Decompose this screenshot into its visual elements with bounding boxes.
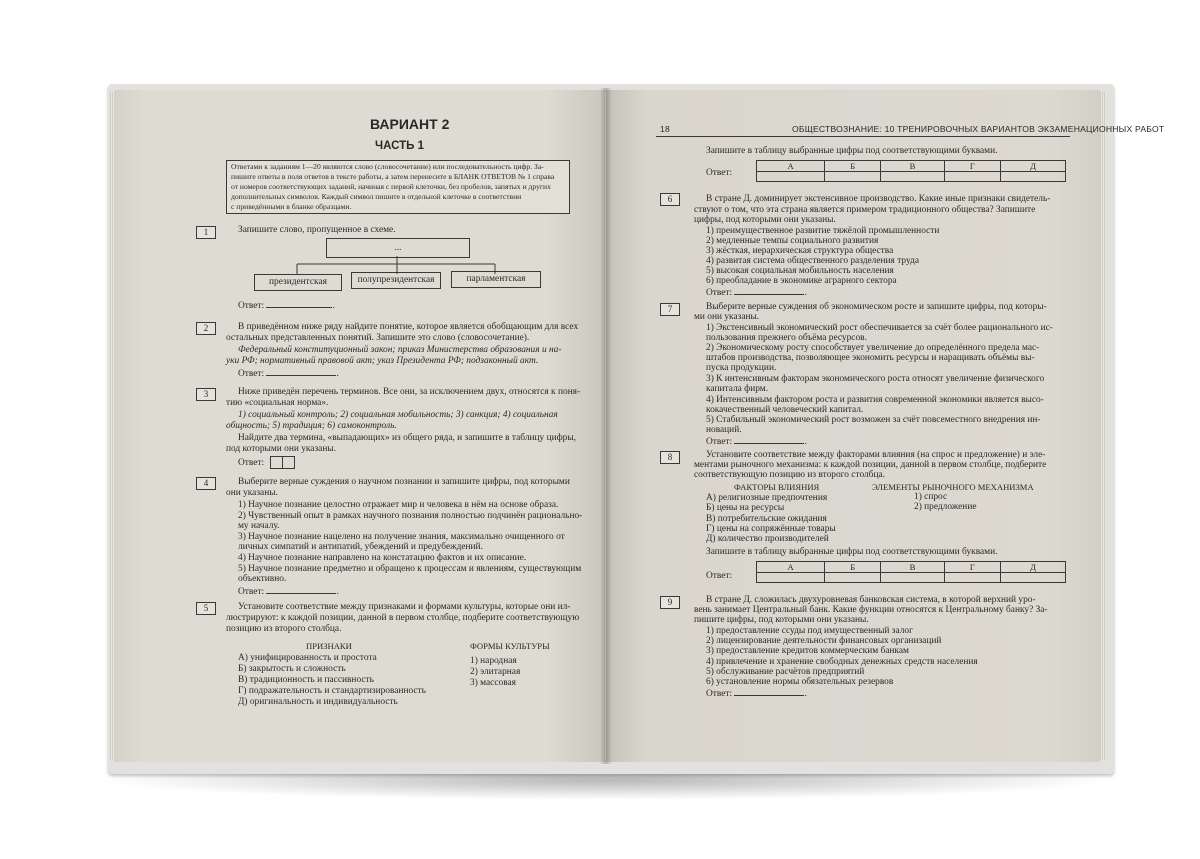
question-number: 7 [660, 303, 680, 316]
answer-field[interactable] [266, 368, 336, 376]
q8-col2-item: 1) спрос [914, 492, 948, 502]
q3-text: тию «социальная норма». [226, 398, 329, 408]
q6-answer-row: Ответ: . [706, 288, 807, 298]
q4-item: 5) Научное познание предметно и обращено к процессам и явлениям, существующим [238, 564, 582, 574]
answer-label: Ответ: [238, 301, 265, 311]
q4-item: личных симпатий и антипатий, убеждений и предубеждений. [238, 542, 483, 552]
q9-text: В стране Д. сложилась двухуровневая банковская система, в которой верхний уро- [706, 595, 1036, 605]
q7-item: 3) К интенсивным факторам экономического роста относят увеличение физического [706, 374, 1045, 384]
q7-answer-row: Ответ: . [706, 437, 807, 447]
scheme-box: парламентская [451, 271, 541, 288]
q7-item: 2) Экономическому росту способствует увеличение до определённого предела мас- [706, 343, 1040, 353]
question-number: 9 [660, 596, 680, 609]
question-number: 2 [196, 322, 216, 335]
q5-text: Установите соответствие между признаками и формами культуры, которые они ил- [238, 602, 571, 612]
scheme-top-box: ... [326, 238, 470, 258]
answer-cell[interactable] [1001, 573, 1066, 583]
answer-cell[interactable] [825, 172, 881, 182]
q4-item: 1) Научное познание целостно отражает мир и человека в нём на основе образа. [238, 500, 559, 510]
answer-label: Ответ: [238, 587, 265, 597]
q7-item: капитала фирм. [706, 384, 769, 394]
header-rule [656, 136, 1070, 137]
q6-item: 5) высокая социальная мобильность населения [706, 266, 894, 276]
q4-text: Выберите верные суждения о научном познании и запишите цифры, под которыми [238, 477, 570, 487]
q2-text: В приведённом ниже ряду найдите понятие, которое является обобщающим для всех [238, 322, 579, 332]
q8-col1-item: А) религиозные предпочтения [706, 493, 828, 503]
table-letter: Д [1001, 161, 1066, 172]
question-number: 5 [196, 602, 216, 615]
instructions-line: дополнительных символов. Каждый символ пишите в отдельной клеточке в соответствии [231, 192, 522, 201]
q8-col1-item: В) потребительские ожидания [706, 514, 827, 524]
q5-text: позицию из второго столбца. [226, 624, 342, 634]
q3-text: под которыми они указаны. [226, 444, 336, 454]
q8-col1-item: Г) цены на сопряжённые товары [706, 524, 836, 534]
q5-col2-item: 3) массовая [470, 678, 516, 688]
q6-item: 3) жёсткая, иерархическая структура общества [706, 246, 894, 256]
q8-col1-item: Д) количество производителей [706, 534, 829, 544]
q5-col2-item: 1) народная [470, 656, 517, 666]
q9-item: 4) привлечение и хранение свободных денежных средств населения [706, 657, 978, 667]
answer-cell[interactable] [757, 573, 825, 583]
answer-label: Ответ: [706, 437, 733, 447]
variant-title: ВАРИАНТ 2 [370, 116, 450, 132]
q7-item: 4) Интенсивным фактором роста и развития современной экономики является высо- [706, 395, 1044, 405]
question-number: 1 [196, 226, 216, 239]
q5-text: люстрируют: к каждой позиции, данной в первом столбце, подберите соответствующую [226, 613, 580, 623]
q5-col1-item: В) традиционность и пассивность [238, 675, 374, 685]
q4-item: му началу. [238, 521, 280, 531]
table-prompt: Запишите в таблицу выбранные цифры под соответствующими буквами. [706, 547, 998, 557]
running-head: ОБЩЕСТВОЗНАНИЕ: 10 ТРЕНИРОВОЧНЫХ ВАРИАНТОВ ЭКЗАМЕНАЦИОННЫХ РАБОТ [792, 124, 1165, 134]
answer-table [756, 160, 1066, 182]
q4-item: 2) Чувственный опыт в рамках научного познания полностью подчинён рационально- [238, 511, 583, 521]
q7-item: 5) Стабильный экономический рост возможен за счёт повсеместного внедрения ин- [706, 415, 1041, 425]
answer-label: Ответ: [706, 288, 733, 298]
page-number: 18 [660, 124, 670, 134]
q5-col2-header: ФОРМЫ КУЛЬТУРЫ [470, 641, 550, 651]
q9-item: 6) установление нормы обязательных резервов [706, 677, 894, 687]
answer-cell[interactable] [757, 172, 825, 182]
scheme-box: полупрезидентская [351, 272, 441, 289]
question-number: 3 [196, 388, 216, 401]
q9-item: 2) лицензирование деятельности финансовых организаций [706, 636, 942, 646]
q8-text: ментами рыночного механизма: к каждой позиции, данной в первом столбце, подберите [694, 460, 1047, 470]
q3-text: Найдите два термина, «выпадающих» из общего ряда, и запишите в таблицу цифры, [238, 433, 577, 443]
q3-text: Ниже приведён перечень терминов. Все они, за исключением двух, относятся к поня- [238, 387, 581, 397]
q5-col1-item: Б) закрытость и сложность [238, 664, 346, 674]
q7-item: новаций. [706, 425, 742, 435]
table-letter: Г [944, 562, 1000, 573]
q4-item: объективно. [238, 574, 287, 584]
table-letter: В [881, 161, 945, 172]
table-letter: В [881, 562, 945, 573]
q7-item: кокачественный человеческий капитал. [706, 405, 864, 415]
q7-item: 1) Экстенсивный экономический рост обеспечивается за счёт более рационального ис- [706, 323, 1053, 333]
answer-field[interactable] [734, 688, 804, 696]
answer-cell[interactable] [944, 172, 1000, 182]
q1-answer-row: Ответ: . [238, 301, 335, 311]
q6-text: цифры, под которыми они указаны. [694, 215, 836, 225]
answer-field[interactable] [734, 287, 804, 295]
q2-terms: уки РФ; нормативный правовой акт; указ Президента РФ; подзаконный акт. [226, 356, 539, 366]
answer-label: Ответ: [706, 689, 733, 699]
q3-terms: 1) социальный контроль; 2) социальная мобильность; 3) санкция; 4) социальная [238, 410, 558, 420]
q4-item: 4) Научное познание направлено на констатацию фактов и их описание. [238, 553, 527, 563]
q8-col1-item: Б) цены на ресурсы [706, 503, 785, 513]
q4-answer-row: Ответ: . [238, 587, 339, 597]
q9-item: 5) обслуживание расчётов предприятий [706, 667, 865, 677]
table-letter: Г [944, 161, 1000, 172]
q9-text: вень занимает Центральный банк. Какие функции относятся к Центральному банку? За- [694, 605, 1048, 615]
q4-item: 3) Научное познание нацелено на получение знания, максимально очищенного от [238, 532, 565, 542]
table-letter: А [757, 161, 825, 172]
question-number: 6 [660, 193, 680, 206]
q2-terms: Федеральный конституционный закон; приказ Министерства образования и на- [238, 345, 562, 355]
instructions-line: Ответами к заданиям 1—20 являются слово (словосочетание) или последовательность цифр. За- [231, 162, 544, 171]
q7-item: пуска продукции. [706, 363, 777, 373]
part-title: ЧАСТЬ 1 [375, 140, 424, 152]
q9-text: пишите цифры, под которыми они указаны. [694, 615, 869, 625]
q8-text: Установите соответствие между факторами влияния (на спрос и предложение) и эле- [706, 450, 1046, 460]
table-prompt: Запишите в таблицу выбранные цифры под соответствующими буквами. [706, 146, 998, 156]
q9-answer-row: Ответ: . [706, 689, 807, 699]
table-letter: Б [825, 161, 881, 172]
q6-item: 2) медленные темпы социального развития [706, 236, 879, 246]
q8-col2-header: ЭЛЕМЕНТЫ РЫНОЧНОГО МЕХАНИЗМА [872, 482, 1034, 492]
q3-terms: общность; 5) традиция; 6) самоконтроль. [226, 421, 397, 431]
answer-cell[interactable] [282, 456, 295, 469]
q5-col1-item: Г) подражательность и стандартизированность [238, 686, 426, 696]
answer-label: Ответ: [706, 571, 733, 581]
q8-col1-header: ФАКТОРЫ ВЛИЯНИЯ [734, 482, 820, 492]
scheme-box: президентская [254, 274, 342, 291]
answer-cell[interactable] [825, 573, 881, 583]
answer-field[interactable] [266, 300, 332, 308]
q5-col1-item: Д) оригинальность и индивидуальность [238, 697, 398, 707]
table-letter: Б [825, 562, 881, 573]
question-number: 8 [660, 451, 680, 464]
q7-item: штабов производства, позволяющее экономить ресурсы и наращивать объёмы вы- [706, 353, 1035, 363]
answer-field[interactable] [734, 436, 804, 444]
q6-text: В стране Д. доминирует экстенсивное производство. Какие иные признаки свидетель- [706, 194, 1051, 204]
q5-col2-item: 2) элитарная [470, 667, 521, 677]
answer-cell[interactable] [1001, 172, 1066, 182]
q9-item: 3) предоставление кредитов коммерческим банкам [706, 646, 909, 656]
answer-cell[interactable] [881, 573, 945, 583]
q4-text: они указаны. [226, 488, 278, 498]
answer-label: Ответ: [706, 168, 733, 178]
q9-item: 1) предоставление ссуды под имущественный залог [706, 626, 913, 636]
answer-field[interactable] [266, 586, 336, 594]
q8-text: соответствующую позицию из второго столбца. [694, 470, 885, 480]
q8-col2-item: 2) предложение [914, 502, 977, 512]
question-number: 4 [196, 477, 216, 490]
book-spine [600, 88, 612, 764]
q6-item: 4) развитая система общественного разделения труда [706, 256, 920, 266]
answer-cell[interactable] [881, 172, 945, 182]
q6-text: ствуют о том, что эта страна является примером традиционного общества? Запишите [694, 205, 1036, 215]
table-letter: А [757, 562, 825, 573]
answer-label: Ответ: [238, 369, 265, 379]
instructions-line: с приведёнными в бланке образцами. [231, 202, 352, 211]
q6-item: 6) преобладание в экономике аграрного сектора [706, 276, 897, 286]
instructions-line: от номеров соответствующих заданий, начиная с первой клеточки, без пробелов, запятых и других [231, 182, 551, 191]
q6-item: 1) преимущественное развитие тяжёлой промышленности [706, 226, 940, 236]
answer-label: Ответ: [238, 458, 265, 468]
q7-item: пользования прежнего объёма ресурсов. [706, 333, 867, 343]
q2-answer-row: Ответ: . [238, 369, 339, 379]
q7-text: ми они указаны. [694, 312, 760, 322]
q5-col1-header: ПРИЗНАКИ [306, 641, 352, 651]
instructions-line: пишите ответы в поля ответов в тексте работы, а затем перенесите в БЛАНК ОТВЕТОВ № 1 справа [231, 172, 555, 181]
answer-cell[interactable] [944, 573, 1000, 583]
q7-text: Выберите верные суждения об экономическом росте и запишите цифры, под которы- [706, 302, 1047, 312]
answer-table [756, 561, 1066, 583]
q1-prompt: Запишите слово, пропущенное в схеме. [238, 225, 396, 235]
instructions-box [226, 160, 570, 214]
q2-text: остальных представленных понятий. Запишите это слово (словосочетание). [226, 333, 530, 343]
q5-col1-item: А) унифицированность и простота [238, 653, 377, 663]
table-letter: Д [1001, 562, 1066, 573]
